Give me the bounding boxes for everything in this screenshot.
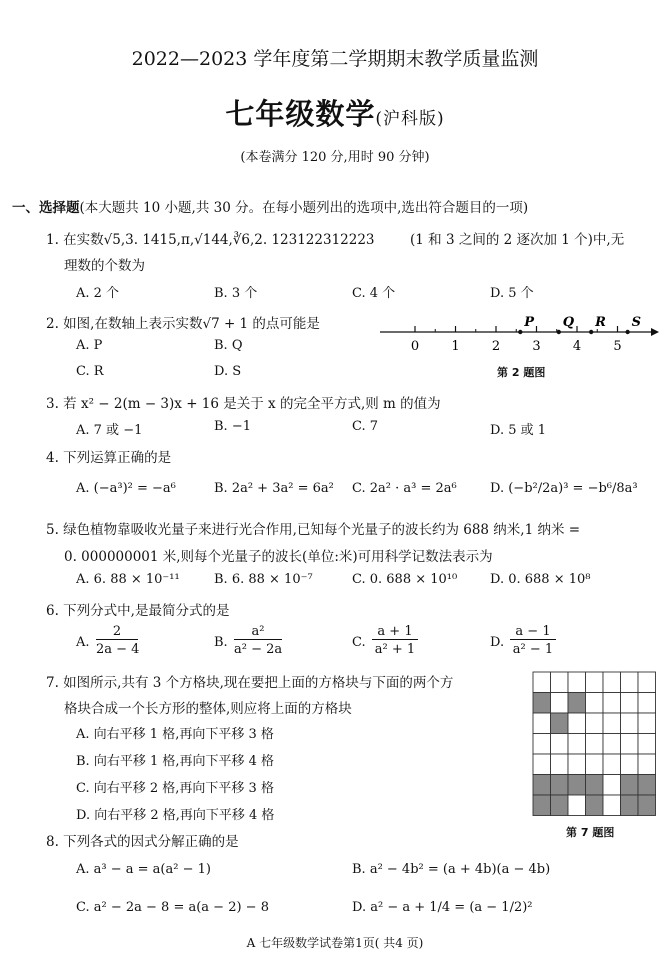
q6-option-c-numerator: a + 1: [377, 624, 413, 639]
grid-cell: [533, 754, 551, 775]
q6-option-a-label: A.: [76, 635, 90, 650]
q4-option-d: D. (−b²/2a)³ = −b⁶/8a³: [490, 481, 638, 496]
grid-cell: [551, 672, 569, 693]
grid-cell: [603, 795, 621, 816]
number-line-tick-label: 0: [410, 339, 420, 354]
q1-stem-c: 理数的个数为: [64, 258, 145, 274]
q7-option-c: C. 向右平移 2 格,再向下平移 3 格: [76, 781, 274, 796]
number-line-figure: [375, 312, 660, 360]
q6-option-b-label: B.: [214, 635, 228, 650]
q8-option-a: A. a³ − a = a(a² − 1): [76, 862, 211, 877]
grid-cell: [568, 754, 586, 775]
section-desc: (本大题共 10 小题,共 30 分。在每小题列出的选项中,选出符合题目的一项): [79, 200, 529, 216]
number-line-tick-label: 5: [613, 339, 622, 354]
q5-option-b: B. 6. 88 × 10⁻⁷: [214, 572, 313, 587]
q3-stem: 3. 若 x² − 2(m − 3)x + 16 是关于 x 的完全平方式,则 m 的值为: [46, 396, 441, 412]
grid-cell: [638, 754, 656, 775]
grid-cell: [603, 754, 621, 775]
grid-cell: [621, 693, 639, 714]
q5-option-c: C. 0. 688 × 10¹⁰: [352, 572, 458, 587]
grid-cell: [621, 672, 639, 693]
q1-option-a: A. 2 个: [76, 286, 120, 301]
q6-option-b-denominator: a² − 2a: [234, 642, 283, 657]
grid-cell: [603, 734, 621, 755]
grid-cell-filled: [621, 775, 639, 796]
q1-stem-a: 1. 在实数√5,3. 1415,π,√144,∛6,2. 123122312223: [46, 232, 375, 248]
fraction-bar: [372, 639, 418, 640]
q2-option-c: C. R: [76, 364, 104, 379]
q6-option-a-numerator: 2: [112, 624, 122, 639]
q4-stem: 4. 下列运算正确的是: [46, 450, 172, 466]
edition-label: (沪科版): [375, 109, 445, 129]
grid-cell: [533, 713, 551, 734]
q6-stem: 6. 下列分式中,是最简分式的是: [46, 603, 230, 619]
grid-cell-filled: [551, 775, 569, 796]
grid-cell: [533, 672, 551, 693]
grid-cell: [603, 672, 621, 693]
q3-option-d: D. 5 或 1: [490, 423, 547, 438]
number-line-tick-label: 3: [532, 339, 541, 354]
q6-option-c-denominator: a² + 1: [374, 642, 416, 657]
number-line-point: [557, 330, 561, 334]
q5-stem-a: 5. 绿色植物靠吸收光量子来进行光合作用,已知每个光量子的波长约为 688 纳米,1 纳米 =: [46, 522, 581, 538]
q4-option-c: C. 2a² · a³ = 2a⁶: [352, 481, 457, 496]
exam-score-time: (本卷满分 120 分,用时 90 分钟): [240, 150, 430, 165]
grid-cell: [638, 713, 656, 734]
number-line-arrow: [651, 328, 659, 336]
q3-option-c: C. 7: [352, 419, 379, 434]
q1-option-b: B. 3 个: [214, 286, 258, 301]
q8-stem: 8. 下列各式的因式分解正确的是: [46, 834, 239, 850]
number-line-point: [625, 330, 629, 334]
q8-option-d: D. a² − a + 1/4 = (a − 1/2)²: [352, 900, 533, 915]
q6-option-d-label: D.: [490, 635, 505, 650]
grid-cell-filled: [621, 795, 639, 816]
grid-cell: [533, 734, 551, 755]
grid-figure: [532, 671, 657, 816]
number-line-point-label: Q: [562, 315, 575, 330]
q8-option-c: C. a² − 2a − 8 = a(a − 2) − 8: [76, 900, 269, 915]
grid-cell: [621, 754, 639, 775]
q4-option-b: B. 2a² + 3a² = 6a²: [214, 481, 334, 496]
grid-cell: [603, 713, 621, 734]
q1-stem-b: (1 和 3 之间的 2 逐次加 1 个)中,无: [410, 232, 625, 248]
q7-option-a: A. 向右平移 1 格,再向下平移 3 格: [76, 727, 274, 742]
number-line-point-label: S: [631, 315, 642, 330]
q4-option-a: A. (−a³)² = −a⁶: [76, 481, 176, 496]
grid-cell-filled: [533, 775, 551, 796]
q6-option-d-numerator: a − 1: [515, 624, 551, 639]
q7-option-b: B. 向右平移 1 格,再向下平移 4 格: [76, 754, 275, 769]
grid-cell: [621, 713, 639, 734]
grid-cell-filled: [586, 795, 604, 816]
grid-cell: [586, 713, 604, 734]
q7-figure-caption: 第 7 题图: [566, 826, 615, 839]
fraction-bar: [510, 639, 556, 640]
q7-option-d: D. 向右平移 2 格,再向下平移 4 格: [76, 808, 275, 823]
number-line-point: [518, 330, 522, 334]
number-line-tick-label: 1: [451, 339, 460, 354]
grid-cell: [586, 672, 604, 693]
exam-title-line1: 2022—2023 学年度第二学期期末教学质量监测: [131, 48, 539, 70]
grid-cell: [638, 672, 656, 693]
q3-option-a: A. 7 或 −1: [76, 423, 143, 438]
q6-option-a-denominator: 2a − 4: [96, 642, 140, 657]
q2-option-a: A. P: [76, 338, 103, 353]
grid-cell-filled: [568, 693, 586, 714]
exam-subject-title: [0, 92, 670, 133]
grid-cell: [551, 693, 569, 714]
grid-cell: [638, 734, 656, 755]
q6-option-c-label: C.: [352, 635, 366, 650]
grid-cell: [586, 693, 604, 714]
grid-cell-filled: [533, 795, 551, 816]
grid-cell-filled: [533, 693, 551, 714]
page-footer: A 七年级数学试卷第1页( 共4 页): [246, 936, 424, 950]
q1-option-c: C. 4 个: [352, 286, 396, 301]
grid-cell-filled: [638, 795, 656, 816]
q1-option-d: D. 5 个: [490, 286, 534, 301]
q8-option-b: B. a² − 4b² = (a + 4b)(a − 4b): [352, 862, 551, 877]
q2-option-d: D. S: [214, 364, 242, 379]
number-line-point-label: R: [595, 315, 606, 330]
q7-stem-a: 7. 如图所示,共有 3 个方格块,现在要把上面的方格块与下面的两个方: [46, 675, 454, 691]
grid-cell: [551, 734, 569, 755]
grid-cell: [638, 693, 656, 714]
grid-cell: [568, 795, 586, 816]
grid-cell-filled: [551, 713, 569, 734]
grid-cell-filled: [638, 775, 656, 796]
q5-option-d: D. 0. 688 × 10⁸: [490, 572, 591, 587]
q5-option-a: A. 6. 88 × 10⁻¹¹: [76, 572, 180, 587]
grid-cell-filled: [586, 775, 604, 796]
section-heading: [12, 196, 528, 216]
grid-cell: [568, 713, 586, 734]
q7-stem-b: 格块合成一个长方形的整体,则应将上面的方格块: [64, 701, 352, 717]
q6-option-b-numerator: a²: [251, 624, 265, 639]
q2-figure-caption: 第 2 题图: [497, 366, 546, 379]
grid-cell-filled: [551, 795, 569, 816]
grid-cell: [621, 734, 639, 755]
number-line-tick-label: 2: [491, 339, 501, 354]
q6-option-d-denominator: a² − 1: [512, 642, 554, 657]
q5-stem-b: 0. 000000001 米,则每个光量子的波长(单位:米)可用科学记数法表示为: [64, 549, 493, 565]
number-line-tick-label: 4: [572, 339, 582, 354]
number-line-point-label: P: [524, 315, 535, 330]
q2-option-b: B. Q: [214, 338, 243, 353]
section-title: 一、选择题: [12, 200, 80, 216]
q2-stem: 2. 如图,在数轴上表示实数√7 + 1 的点可能是: [46, 316, 320, 332]
fraction-bar: [96, 639, 138, 640]
q3-option-b: B. −1: [214, 419, 251, 434]
grid-cell: [568, 672, 586, 693]
grid-cell: [603, 775, 621, 796]
grid-cell: [586, 754, 604, 775]
grid-cell: [603, 693, 621, 714]
number-line-point: [589, 330, 593, 334]
grid-cell: [568, 734, 586, 755]
grid-cell: [551, 754, 569, 775]
fraction-bar: [234, 639, 282, 640]
grid-cell: [586, 734, 604, 755]
grid-cell-filled: [568, 775, 586, 796]
subject-name: 七年级数学: [225, 97, 376, 131]
